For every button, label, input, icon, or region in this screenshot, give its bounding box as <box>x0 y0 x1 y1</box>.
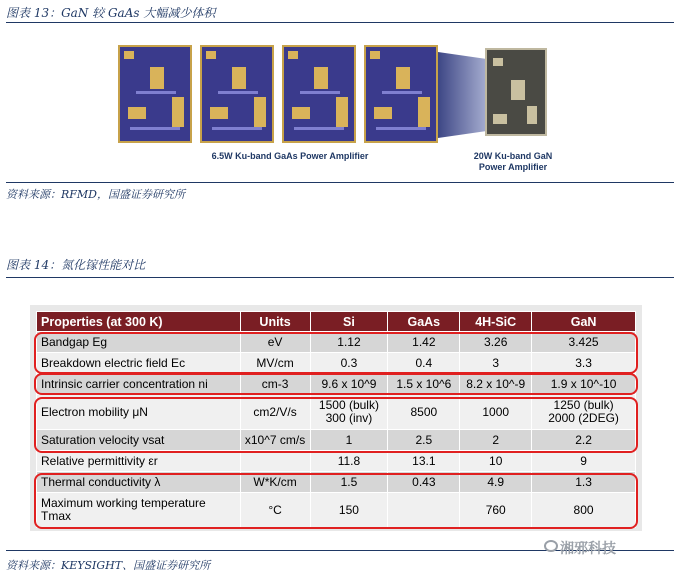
gan-caption-line2: Power Amplifier <box>478 162 548 172</box>
cell-property: Saturation velocity vsat <box>37 430 241 451</box>
cell-sic: 3 <box>460 353 532 374</box>
highlight-box-mobility-velocity <box>34 397 638 453</box>
highlight-box-bandgap-breakdown <box>34 332 638 374</box>
header-gan: GaN <box>532 312 636 332</box>
header-gaas: GaAs <box>388 312 460 332</box>
gaas-chip <box>282 45 356 143</box>
properties-table-panel <box>30 305 642 531</box>
gan-caption-line1: 20W Ku-band GaN <box>473 151 553 161</box>
cell-property: Breakdown electric field Ec <box>37 353 241 374</box>
cell-gaas: 13.1 <box>388 451 460 472</box>
cell-unit: W*K/cm <box>240 472 310 493</box>
cell-gan: 9 <box>532 451 636 472</box>
cell-si: 1.5 <box>310 472 388 493</box>
gaas-chip <box>200 45 274 143</box>
cell-gaas: 1.42 <box>388 332 460 353</box>
cell-property: Intrinsic carrier concentration ni <box>37 374 241 395</box>
cell-property: Electron mobility μN <box>37 395 241 430</box>
divider <box>6 277 674 278</box>
divider <box>6 22 674 23</box>
gan-chip-image <box>485 48 547 136</box>
table-header-row <box>37 312 636 332</box>
gaas-chip <box>118 45 192 143</box>
figure-14-source: 资料来源：KEYSIGHT、国盛证券研究所 <box>6 559 211 572</box>
gaas-chip <box>364 45 438 143</box>
cell-gan: 1.9 x 10^-10 <box>532 374 636 395</box>
cell-gaas: 1.5 x 10^6 <box>388 374 460 395</box>
cell-gan: 800 <box>532 493 636 528</box>
figure-13-title: 图表 13：GaN 较 GaAs 大幅减少体积 <box>6 6 216 20</box>
property-line2: Tmax <box>41 509 71 523</box>
cell-sic: 1000 <box>460 395 532 430</box>
highlight-box-carrier <box>34 373 638 395</box>
cell-sic: 8.2 x 10^-9 <box>460 374 532 395</box>
header-si: Si <box>310 312 388 332</box>
cell-gan: 1.3 <box>532 472 636 493</box>
divider <box>6 182 674 183</box>
header-properties: Properties (at 300 K) <box>37 312 241 332</box>
cell-unit <box>240 451 310 472</box>
cell-unit: eV <box>240 332 310 353</box>
cell-si: 0.3 <box>310 353 388 374</box>
watermark: 湘邪科技 <box>560 540 616 556</box>
cell-gaas: 2.5 <box>388 430 460 451</box>
header-sic: 4H-SiC <box>460 312 532 332</box>
cell-sic: 760 <box>460 493 532 528</box>
table-row <box>37 451 636 472</box>
cell-gaas: 0.4 <box>388 353 460 374</box>
cell-unit: MV/cm <box>240 353 310 374</box>
cell-unit: x10^7 cm/s <box>240 430 310 451</box>
cell-unit: cm2/V/s <box>240 395 310 430</box>
cell-si: 1 <box>310 430 388 451</box>
cell-unit: cm-3 <box>240 374 310 395</box>
cell-gan: 2.2 <box>532 430 636 451</box>
cell-gaas: 0.43 <box>388 472 460 493</box>
gaas-caption: 6.5W Ku-band GaAs Power Amplifier <box>211 151 369 161</box>
header-units: Units <box>240 312 310 332</box>
cell-sic: 4.9 <box>460 472 532 493</box>
cell-property: Thermal conductivity λ <box>37 472 241 493</box>
gan-bulk-value: 1250 (bulk) <box>553 398 614 412</box>
wechat-icon <box>544 540 558 552</box>
si-bulk-value: 1500 (bulk) <box>318 398 379 412</box>
gan-2deg-value: 2000 (2DEG) <box>548 411 619 425</box>
cell-gan: 3.3 <box>532 353 636 374</box>
cell-si: 150 <box>310 493 388 528</box>
cell-si: 9.6 x 10^9 <box>310 374 388 395</box>
cell-property: Bandgap Eg <box>37 332 241 353</box>
property-line1: Maximum working temperature <box>41 496 206 510</box>
cell-si: 11.8 <box>310 451 388 472</box>
cell-gan: 3.425 <box>532 332 636 353</box>
figure-14-title: 图表 14：氮化镓性能对比 <box>6 258 146 272</box>
highlight-box-thermal <box>34 473 638 529</box>
si-inv-value: 300 (inv) <box>325 411 373 425</box>
cell-property: Relative permittivity εr <box>37 451 241 472</box>
cell-gaas: 8500 <box>388 395 460 430</box>
cell-sic: 2 <box>460 430 532 451</box>
cell-sic: 10 <box>460 451 532 472</box>
cell-si: 1.12 <box>310 332 388 353</box>
cell-sic: 3.26 <box>460 332 532 353</box>
figure-13-source: 资料来源：RFMD，国盛证券研究所 <box>6 188 185 201</box>
cell-unit: °C <box>240 493 310 528</box>
